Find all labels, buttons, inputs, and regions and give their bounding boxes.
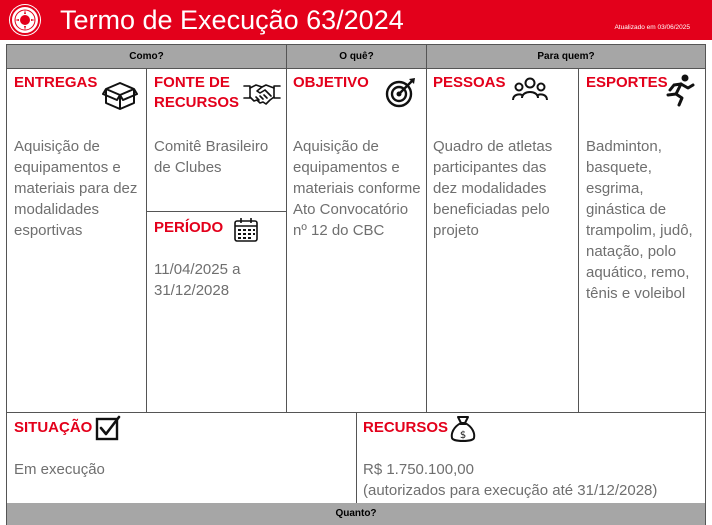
recursos-title: RECURSOS <box>363 419 449 436</box>
handshake-icon <box>242 80 282 108</box>
situacao-title: SITUAÇÃO <box>14 419 93 436</box>
entregas-title: ENTREGAS <box>14 74 98 91</box>
people-icon <box>512 76 548 102</box>
calendar-icon <box>233 217 259 243</box>
seal-logo <box>9 4 41 36</box>
column-divider <box>426 68 427 413</box>
pessoas-title: PESSOAS <box>433 74 506 91</box>
pessoas-body: Quadro de atletas participantes das dez modalidades beneficiadas pelo projeto <box>433 138 553 239</box>
recursos-note: (autorizados para execução até 31/12/2028) <box>363 482 658 499</box>
band-bottom-line <box>7 68 705 69</box>
periodo-title: PERÍODO <box>154 219 224 236</box>
objetivo-body: Aquisição de equipamentos e materiais conforme Ato Convocatório nº 12 do CBC <box>293 138 421 239</box>
section-oque: O quê? <box>287 45 426 68</box>
entregas-body: Aquisição de equipamentos e materiais para dez modalidades esportivas <box>14 138 138 239</box>
band-divider <box>426 45 427 68</box>
column-divider <box>578 68 579 413</box>
svg-text:$: $ <box>459 430 467 441</box>
box-icon <box>102 79 138 111</box>
header-bar <box>0 0 712 40</box>
checkbox-icon <box>95 415 121 441</box>
fonte-title: FONTE DE RECURSOS <box>154 74 240 111</box>
money-bag-icon <box>449 414 477 444</box>
section-quanto: Quanto? <box>7 503 705 525</box>
situacao-body: Em execução <box>14 461 105 478</box>
lower-column-divider <box>356 412 357 503</box>
section-paraquem: Para quem? <box>427 45 705 68</box>
page-title: Termo de Execução 63/2024 <box>60 5 404 35</box>
runner-icon <box>664 73 696 107</box>
esportes-title: ESPORTES <box>586 74 668 91</box>
section-como: Como? <box>7 45 286 68</box>
objetivo-title: OBJETIVO <box>293 74 369 91</box>
periodo-body: 11/04/2025 a 31/12/2028 <box>154 261 241 299</box>
band-divider <box>286 45 287 68</box>
column-divider <box>286 68 287 413</box>
fonte-periodo-divider <box>146 211 286 212</box>
recursos-value: R$ 1.750.100,00 <box>363 461 474 478</box>
esportes-body: Badminton, basquete, esgrima, ginástica de trampolim, judô, natação, polo aquático, remo, tênis e voleibol <box>586 138 693 302</box>
column-divider <box>146 68 147 413</box>
target-icon <box>385 76 417 108</box>
updated-date: Atualizado em 03/06/2025 <box>614 24 690 31</box>
fonte-body: Comitê Brasileiro de Clubes <box>154 138 269 176</box>
